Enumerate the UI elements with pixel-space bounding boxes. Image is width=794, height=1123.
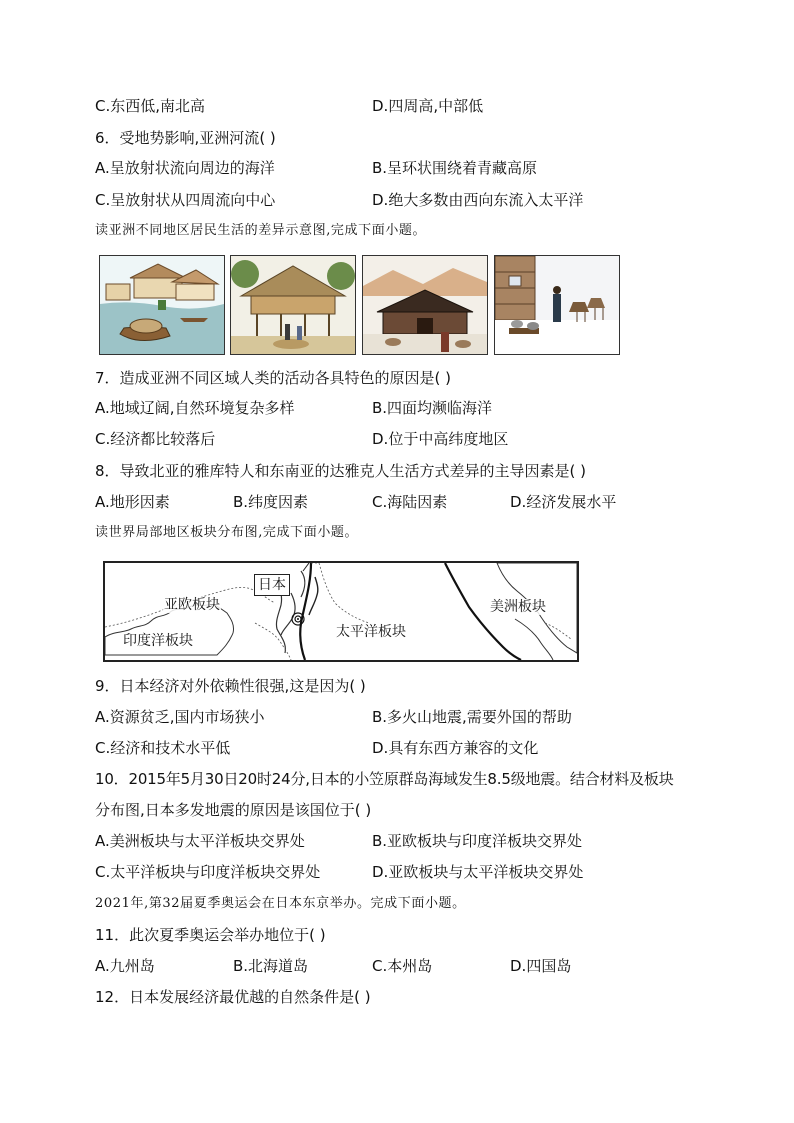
q9-stem: 9．日本经济对外依赖性很强,这是因为( ) xyxy=(95,677,366,695)
q6-option-d: D.绝大多数由西向东流入太平洋 xyxy=(372,191,584,209)
q8-option-b: B.纬度因素 xyxy=(233,493,309,511)
q10-options-row-2 xyxy=(95,862,715,882)
plate-distribution-map xyxy=(103,561,579,662)
q10-stem-line-2: 分布图,日本多发地震的原因是该国位于( ) xyxy=(95,801,372,819)
q9-options-row-1 xyxy=(95,707,715,727)
q8-stem: 8．导致北亚的雅库特人和东南亚的达雅克人生活方式差异的主导因素是( ) xyxy=(95,462,587,480)
indian-ocean-plate-label: 印度洋板块 xyxy=(123,633,193,649)
q9-option-b: B.多火山地震,需要外国的帮助 xyxy=(372,708,572,726)
q9-option-d: D.具有东西方兼容的文化 xyxy=(372,739,539,757)
q11-options-row xyxy=(95,956,715,976)
q8-option-a: A.地形因素 xyxy=(95,493,170,511)
q5-option-c: C.东西低,南北高 xyxy=(95,97,206,115)
q11-option-d: D.四国岛 xyxy=(510,957,572,975)
q5-option-d: D.四周高,中部低 xyxy=(372,97,484,115)
q10-stem-line-1: 10．2015年5月30日20时24分,日本的小笠原群岛海域发生8.5级地震。结合材料及板块 xyxy=(95,770,674,788)
pacific-plate-label: 太平洋板块 xyxy=(336,624,406,640)
q8-option-c: C.海陆因素 xyxy=(372,493,448,511)
q10-option-d: D.亚欧板块与太平洋板块交界处 xyxy=(372,863,584,881)
stilt-house-drawing xyxy=(231,256,355,354)
illustration-stilt-house xyxy=(230,255,356,355)
q7-options-row-2 xyxy=(95,429,715,449)
reading-intro-3: 2021年,第32届夏季奥运会在日本东京举办。完成下面小题。 xyxy=(95,896,466,911)
living-differences-illustrations xyxy=(99,255,623,355)
q7-option-d: D.位于中高纬度地区 xyxy=(372,430,509,448)
q10-option-a: A.美洲板块与太平洋板块交界处 xyxy=(95,832,305,850)
q7-stem: 7．造成亚洲不同区域人类的活动各具特色的原因是( ) xyxy=(95,369,452,387)
reindeer-sled-drawing xyxy=(495,256,619,354)
q11-option-b: B.北海道岛 xyxy=(233,957,309,975)
q12-stem: 12．日本发展经济最优越的自然条件是( ) xyxy=(95,988,371,1006)
yurt-camp-drawing xyxy=(363,256,487,354)
american-plate-label: 美洲板块 xyxy=(490,599,546,615)
q6-options-row-2 xyxy=(95,190,715,210)
q7-option-c: C.经济都比较落后 xyxy=(95,430,216,448)
q9-option-c: C.经济和技术水平低 xyxy=(95,739,231,757)
q7-option-a: A.地域辽阔,自然环境复杂多样 xyxy=(95,399,295,417)
reading-intro-2: 读世界局部地区板块分布图,完成下面小题。 xyxy=(95,525,359,540)
q11-option-c: C.本州岛 xyxy=(372,957,433,975)
eurasian-plate-label: 亚欧板块 xyxy=(164,597,220,613)
q6-stem: 6．受地势影响,亚洲河流( ) xyxy=(95,129,276,147)
q9-options-row-2 xyxy=(95,738,715,758)
illustration-reindeer-sled xyxy=(494,255,620,355)
q11-option-a: A.九州岛 xyxy=(95,957,155,975)
q6-option-c: C.呈放射状从四周流向中心 xyxy=(95,191,276,209)
water-village-drawing xyxy=(100,256,224,354)
japan-label: 日本 xyxy=(254,574,290,596)
q8-option-d: D.经济发展水平 xyxy=(510,493,617,511)
q10-option-c: C.太平洋板块与印度洋板块交界处 xyxy=(95,863,321,881)
q8-options-row xyxy=(95,492,715,512)
q7-option-b: B.四面均濒临海洋 xyxy=(372,399,493,417)
q9-option-a: A.资源贫乏,国内市场狭小 xyxy=(95,708,265,726)
q6-option-a: A.呈放射状流向周边的海洋 xyxy=(95,159,275,177)
q10-option-b: B.亚欧板块与印度洋板块交界处 xyxy=(372,832,583,850)
illustration-water-village xyxy=(99,255,225,355)
q7-options-row-1 xyxy=(95,398,715,418)
q10-options-row-1 xyxy=(95,831,715,851)
q11-stem: 11．此次夏季奥运会举办地位于( ) xyxy=(95,926,326,944)
q6-option-b: B.呈环状围绕着青藏高原 xyxy=(372,159,538,177)
illustration-yurt-camp xyxy=(362,255,488,355)
q5-options-row xyxy=(95,96,715,116)
reading-intro-1: 读亚洲不同地区居民生活的差异示意图,完成下面小题。 xyxy=(95,223,427,238)
q6-options-row-1 xyxy=(95,158,715,178)
